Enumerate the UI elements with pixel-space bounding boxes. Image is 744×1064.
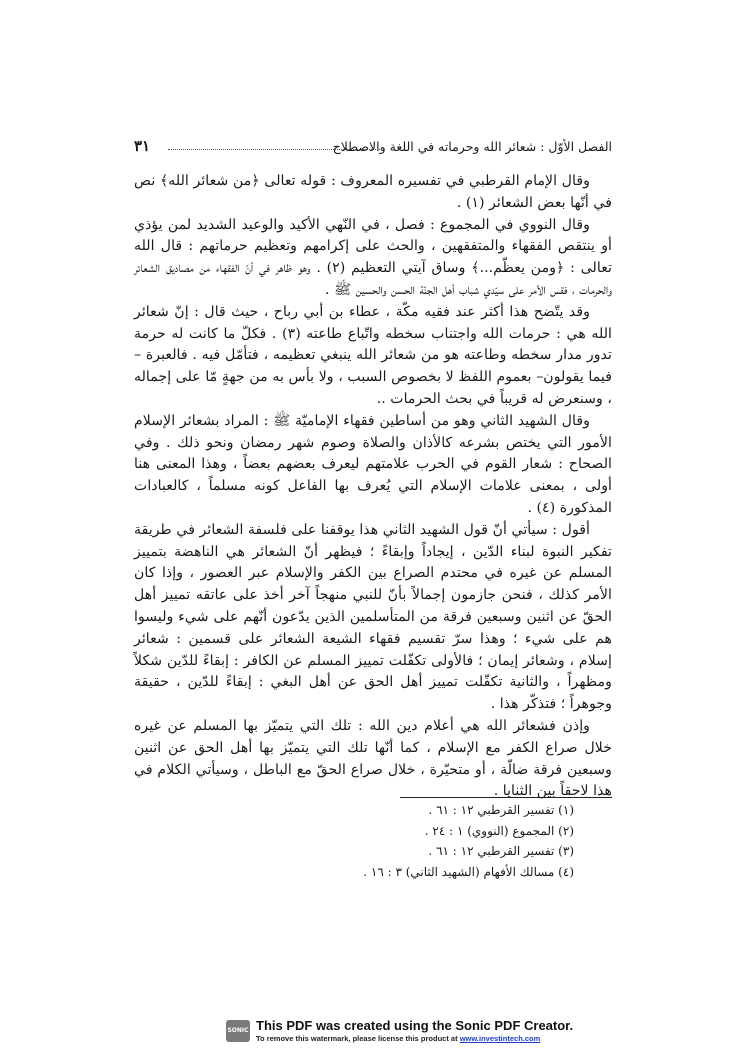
paragraph: وقال الشهيد الثاني وهو من أساطين فقهاء الإماميّة ﷺ : المراد بشعائر الإسلام الأمور التي يختص بشرعه كالأذان والصلاة وصوم شهر رمضان ونحو ذلك . وفي الصحاح : شعار القوم في الحرب علامتهم ليعرف بعضهم بعضاً ، وهذا المعنى هنا أولى ، بمعنى علامات الإسلام التي يُعرف بها الفاعل كونه مسلماً ، كالعبادات المذكورة (٤) . xyxy=(134,412,612,516)
paragraph: وقال الإمام القرطبي في تفسيره المعروف : قوله تعالى ﴿من شعائر الله﴾ نص في أنّها بعض الشعائر (١) . xyxy=(134,173,612,211)
watermark-title: This PDF was created using the Sonic PDF Creator. xyxy=(256,1018,574,1033)
running-header xyxy=(134,139,612,161)
chapter-title: الفصل الأوّل : شعائر الله وحرماته في اللغة والاصطلاح xyxy=(332,139,612,154)
page-number: ٣١ xyxy=(134,137,151,155)
watermark-subtitle-text: To remove this watermark, please license this product at xyxy=(256,1034,458,1043)
footnote: (٢) المجموع (النووي) ١ : ٢٤ . xyxy=(424,823,574,838)
paragraph: وقد يتّضح هذا أكثر عند فقيه مكّة ، عطاء بن أبي رباح ، حيث قال : إنّ شعائر الله هي : حرمات الله واجتناب سخطه واتّباع طاعته (٣) . فكلّ ما كانت له حرمة تدور مدار سخطه وطاعته هو من شعائر الله ينبغي تعظيمه ، فتأمّل فيه . فالعبرة –فيما يقولون– بعموم اللفظ لا بخصوص السبب ، ولا بأس به من جهةٍ مّا على إجماله ، وسنعرض له قريباً في بحث الحرمات .. xyxy=(134,303,612,407)
paragraph: وقال النووي في المجموع : فصل ، في النّهي الأكيد والوعيد الشديد لمن يؤذي أو ينتقص الفقهاء والمتفقهين ، والحث على إكرامهم وتعظيم حرماتهم : قال الله تعالى : ﴿ومن يعظّم...﴾ وساق آيتي التعظيم (٢) . وهو ظاهر في أنّ الفقهاء من مصاديق الشعائر والحرمات ، فقس الأمر على سيّدي شباب أهل الجنّة الحسن والحسين ﷺ . xyxy=(134,216,612,298)
watermark-link[interactable]: www.investintech.com xyxy=(459,1034,541,1043)
pdf-watermark xyxy=(226,1018,574,1056)
header-leader-dots xyxy=(168,149,384,150)
footnotes xyxy=(134,800,574,882)
body-text xyxy=(134,171,612,803)
paragraph: أقول : سيأتي أنّ قول الشهيد الثاني هذا يوقفنا على فلسفة الشعائر في طريقة تفكير النبوة لبناء الدّين ، إيجاداً وإبقاءً ؛ فيظهر أنّ الشعائر هي الناهضة بتمييز المسلم عن غيره في محتدم الصراع بين الكفر والإسلام عبر العصور ، وإذا كان الأمر كذلك ، فنحن جازمون إجمالاً بأنّ للنبي منهجاً آخر أخذ على عاتقه تمييز أهل الحقّ عن اثنين وسبعين فرقة من المتأسلمين الذين يدّعون أنّهم على شيء وليسوا هم على شيء ؛ وهذا سرّ تقسيم فقهاء الشيعة الشعائر على قسمين : شعائر إسلام ، وشعائر إيمان ؛ فالأولى تكفّلت تمييز المسلم عن الكافر : إبقاءً للدّين شكلاً ومظهراً ، والثانية تكفّلت تمييز أهل الحق عن أهل البغي : إبقاءً للدّين ، حقيقة وجوهراً ؛ فتذكّر هذا . xyxy=(134,521,612,713)
footnote-separator xyxy=(400,797,612,798)
paragraph: وإذن فشعائر الله هي أعلام دين الله : تلك التي يتميّز بها المسلم عن غيره خلال صراع الكفر مع الإسلام ، كما أنّها تلك التي يتميّز بها أهل الحق عن اثنين وسبعين فرقة ضالّة ، أو متحيّرة ، خلال صراع الحقّ مع الباطل ، وسيأتي الكلام في هذا لاحقاً بين الثنايا . xyxy=(134,717,612,800)
sonic-pdf-logo-icon: SONIC PDF xyxy=(226,1020,250,1042)
footnote: (١) تفسير القرطبي ١٢ : ٦١ . xyxy=(428,803,574,817)
watermark-subtitle xyxy=(256,1034,540,1043)
footnote: (٤) مسالك الأفهام (الشهيد الثاني) ٣ : ١٦ . xyxy=(363,864,574,879)
footnote: (٣) تفسير القرطبي ١٢ : ٦١ . xyxy=(428,844,574,858)
